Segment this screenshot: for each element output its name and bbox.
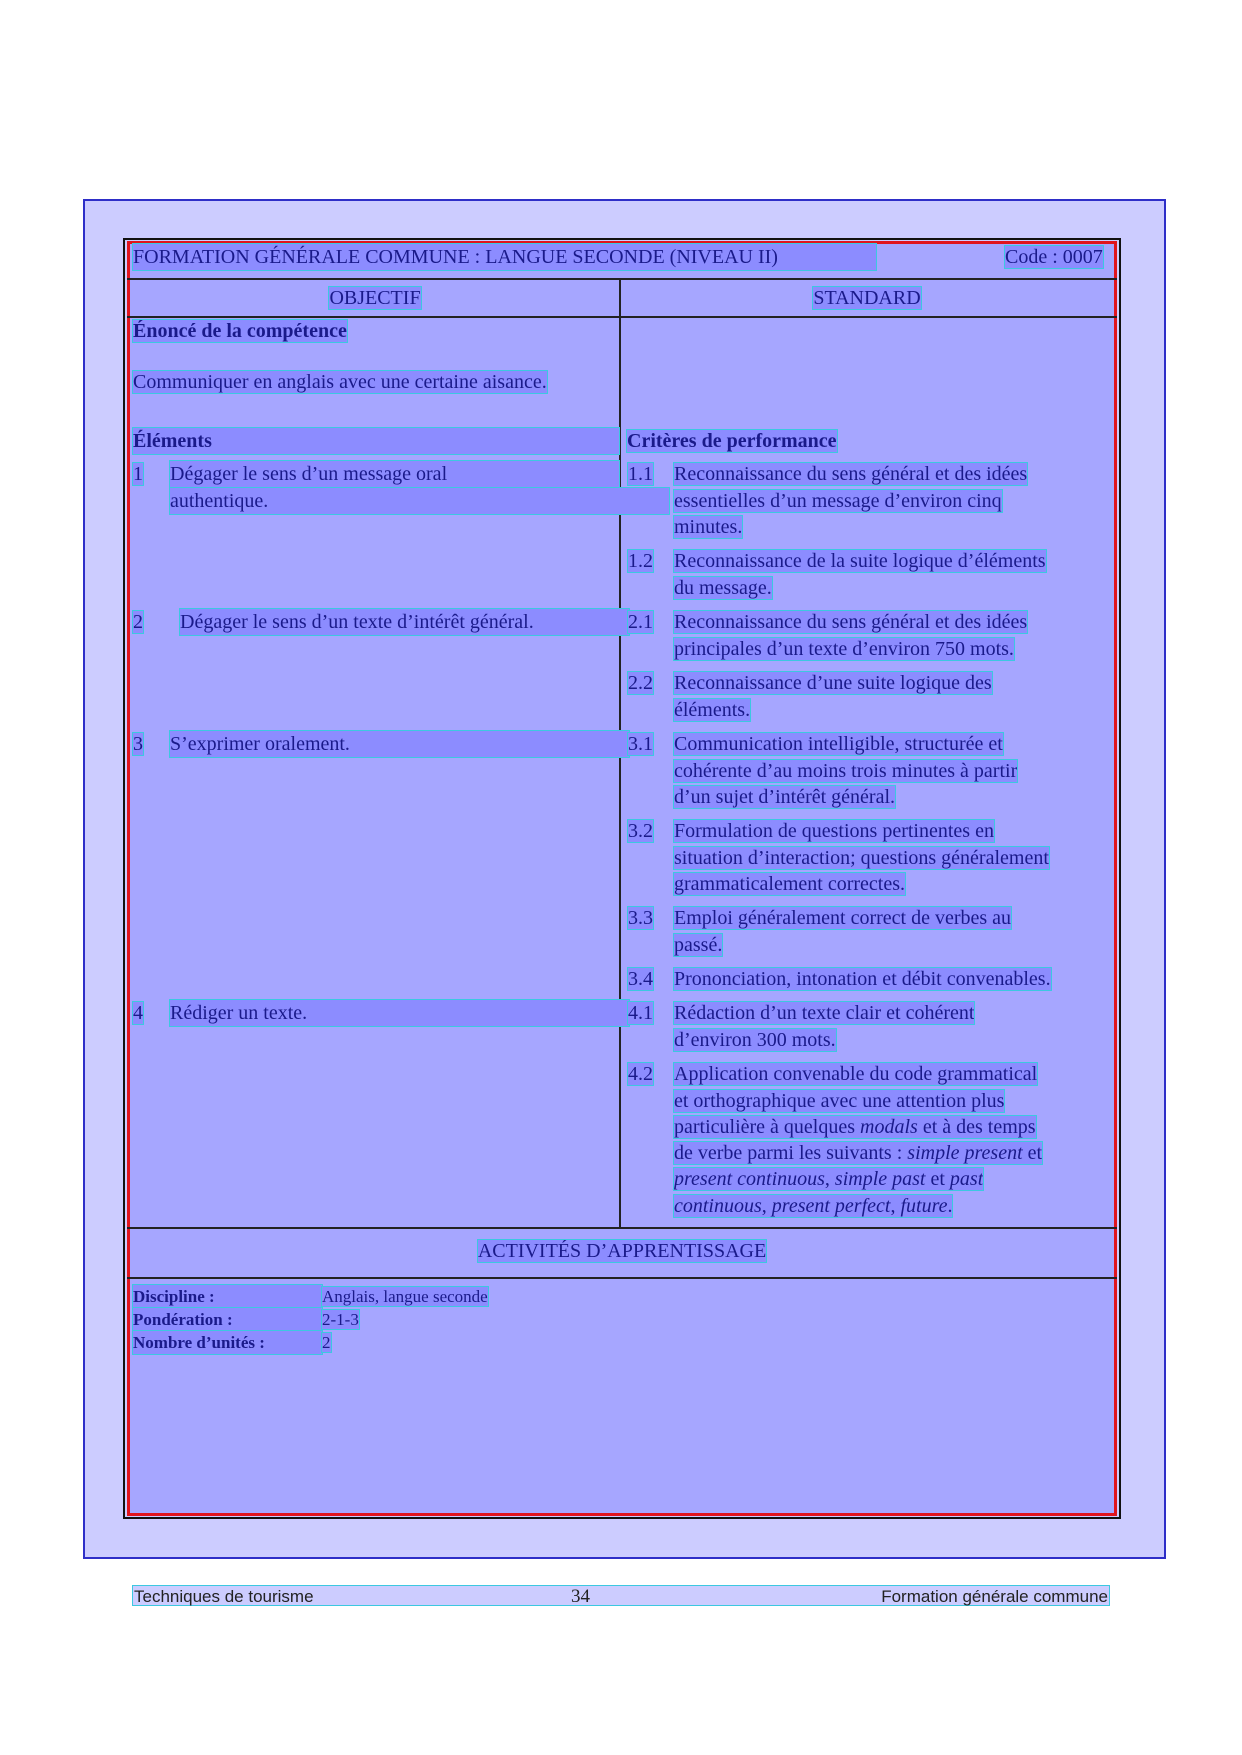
info-label-unites: Nombre d’unités :	[133, 1331, 322, 1354]
critere-text: Application convenable du code grammatical	[674, 1063, 1038, 1085]
critere-text: cohérente d’au moins trois minutes à partir	[674, 760, 1018, 782]
footer-left: Techniques de tourisme	[134, 1587, 314, 1606]
info-value-ponderation: 2-1-3	[322, 1310, 359, 1329]
critere-text: et orthographique avec une attention plus	[674, 1090, 1005, 1112]
column-objectif: OBJECTIF	[329, 287, 421, 309]
critere-text: de verbe parmi les suivants : simple present et	[674, 1142, 1043, 1164]
critere-number: 3.3	[628, 907, 653, 929]
divider-activites-top	[127, 1227, 1117, 1229]
element-number: 1	[133, 463, 143, 485]
enonce-text: Communiquer en anglais avec une certaine aisance.	[133, 371, 547, 393]
critere-number: 4.2	[628, 1063, 653, 1085]
element-number: 4	[133, 1002, 143, 1024]
element-text: S’exprimer oralement.	[170, 731, 629, 757]
critere-text: Prononciation, intonation et débit convenables.	[674, 968, 1051, 990]
info-value-unites: 2	[322, 1333, 331, 1352]
element-text: Dégager le sens d’un message oral	[170, 461, 619, 487]
divider-activites-bottom	[127, 1277, 1117, 1279]
enonce-label: Énoncé de la compétence	[133, 320, 347, 342]
critere-number: 3.4	[628, 968, 653, 990]
activites-heading: ACTIVITÉS D’APPRENTISSAGE	[477, 1240, 767, 1262]
divider-title	[127, 278, 1117, 280]
element-text: Rédiger un texte.	[170, 1000, 629, 1026]
critere-text: principales d’un texte d’environ 750 mots.	[674, 638, 1014, 660]
element-text: Dégager le sens d’un texte d’intérêt général.	[180, 609, 629, 635]
elements-label: Éléments	[133, 428, 619, 454]
table-title: FORMATION GÉNÉRALE COMMUNE : LANGUE SECONDE (NIVEAU II)	[133, 244, 876, 270]
footer-right: Formation générale commune	[881, 1587, 1108, 1606]
critere-text: d’environ 300 mots.	[674, 1029, 836, 1051]
criteres-label: Critères de performance	[627, 430, 837, 452]
info-label-discipline: Discipline :	[133, 1285, 322, 1308]
critere-text: minutes.	[674, 516, 743, 538]
critere-text: Reconnaissance de la suite logique d’éléments	[674, 550, 1046, 572]
critere-number: 4.1	[628, 1002, 653, 1024]
critere-text: Reconnaissance du sens général et des idées	[674, 463, 1028, 485]
critere-text: Formulation de questions pertinentes en	[674, 820, 994, 842]
element-number: 3	[133, 733, 143, 755]
critere-text: éléments.	[674, 699, 751, 721]
info-value-discipline: Anglais, langue seconde	[322, 1287, 488, 1306]
critere-text: situation d’interaction; questions généralement	[674, 847, 1049, 869]
critere-number: 2.1	[628, 611, 653, 633]
page-number: 34	[571, 1586, 590, 1607]
critere-number: 3.1	[628, 733, 653, 755]
critere-text: Reconnaissance du sens général et des idées	[674, 611, 1028, 633]
element-text: authentique.	[170, 488, 669, 514]
critere-number: 1.2	[628, 550, 653, 572]
critere-text: d’un sujet d’intérêt général.	[674, 786, 896, 808]
critere-text: present continuous, simple past et past	[674, 1168, 984, 1190]
critere-text: continuous, present perfect, future.	[674, 1195, 953, 1217]
critere-number: 2.2	[628, 672, 653, 694]
critere-text: Rédaction d’un texte clair et cohérent	[674, 1002, 975, 1024]
column-standard: STANDARD	[813, 287, 921, 309]
critere-text: Communication intelligible, structurée et	[674, 733, 1003, 755]
critere-text: du message.	[674, 577, 772, 599]
critere-text: particulière à quelques modals et à des temps	[674, 1116, 1036, 1138]
element-number: 2	[133, 611, 143, 633]
critere-text: grammaticalement correctes.	[674, 873, 905, 895]
critere-text: essentielles d’un message d’environ cinq	[674, 490, 1002, 512]
critere-number: 3.2	[628, 820, 653, 842]
critere-text: Reconnaissance d’une suite logique des	[674, 672, 992, 694]
critere-text: Emploi généralement correct de verbes au	[674, 907, 1012, 929]
info-label-ponderation: Pondération :	[133, 1308, 322, 1331]
course-code: Code : 0007	[1005, 246, 1103, 268]
critere-text: passé.	[674, 934, 723, 956]
critere-number: 1.1	[628, 463, 653, 485]
